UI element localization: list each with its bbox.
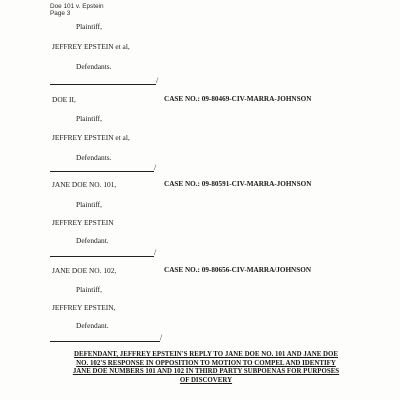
document-title-line: DEFENDANT, JEFFREY EPSTEIN'S REPLY TO JANE DOE NO. 101 AND JANE DOE xyxy=(74,351,338,358)
defendant-name: JEFFREY EPSTEIN, xyxy=(52,303,116,312)
plaintiff-name: JANE DOE NO. 101, xyxy=(52,180,117,189)
plaintiff-role: Plaintiff, xyxy=(76,285,102,294)
case-number: CASE NO.: 09-80591-CIV-MARRA-JOHNSON xyxy=(164,180,312,188)
caption-separator-slash: / xyxy=(156,76,159,85)
plaintiff-name: DOE II, xyxy=(52,95,76,104)
caption-separator-line xyxy=(50,341,160,342)
defendant-role: Defendant. xyxy=(76,321,109,330)
case-number: CASE NO.: 09-80656-CIV-MARRA/JOHNSON xyxy=(164,266,312,274)
document-title-line: JANE DOE NUMBERS 101 AND 102 IN THIRD PARTY SUBPOENAS FOR PURPOSES xyxy=(72,368,340,376)
caption-separator-slash: / xyxy=(154,163,157,172)
caption-separator-slash: / xyxy=(160,333,163,342)
caption-separator-line xyxy=(50,256,154,257)
caption-separator-line xyxy=(50,84,156,85)
plaintiff-role: Plaintiff, xyxy=(76,22,102,31)
caption-separator-slash: / xyxy=(154,248,157,257)
caption-separator-line xyxy=(50,171,154,172)
defendant-name: JEFFREY EPSTEIN et al, xyxy=(52,133,130,142)
plaintiff-role: Plaintiff, xyxy=(76,114,102,123)
case-number: CASE NO.: 09-80469-CIV-MARRA-JOHNSON xyxy=(164,95,312,103)
defendant-name: JEFFREY EPSTEIN xyxy=(52,218,114,227)
header-page-number: Page 3 xyxy=(50,10,71,17)
document-title xyxy=(50,351,362,385)
document-title-line: OF DISCOVERY xyxy=(179,376,233,384)
defendant-role: Defendants. xyxy=(76,62,112,71)
document-title-line: NO. 102'S RESPONSE IN OPPOSITION TO MOTION TO COMPEL AND IDENTIFY xyxy=(76,359,336,367)
plaintiff-role: Plaintiff, xyxy=(76,200,102,209)
header-case-ref: Doe 101 v. Epstein xyxy=(50,3,104,10)
plaintiff-name: JANE DOE NO. 102, xyxy=(52,266,117,275)
defendant-name: JEFFREY EPSTEIN et al, xyxy=(52,42,130,51)
defendant-role: Defendant. xyxy=(76,236,109,245)
defendant-role: Defendants. xyxy=(76,153,112,162)
